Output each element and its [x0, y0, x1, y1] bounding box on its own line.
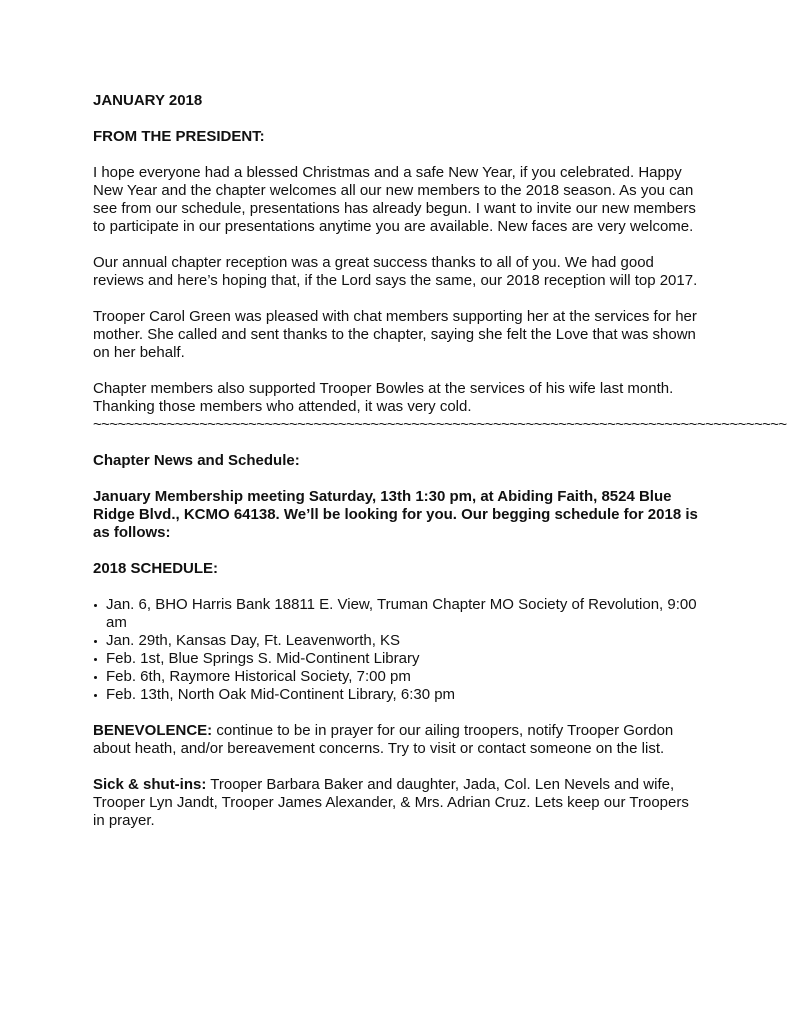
schedule-list	[93, 596, 703, 704]
president-paragraph: I hope everyone had a blessed Christmas and a safe New Year, if you celebrated. Happy New Year and the chapter welcomes all our new members to the 2018 season. As you can see from our schedule, presentations has already begun. I want to invite our new members to participate in our presentations anytime you are available. New faces are very welcome.	[93, 164, 696, 235]
news-heading: Chapter News and Schedule:	[93, 452, 300, 469]
benevolence-label: BENEVOLENCE:	[93, 722, 213, 739]
newsletter-content	[93, 92, 787, 830]
president-heading: FROM THE PRESIDENT:	[93, 128, 265, 145]
sick-text: Trooper Barbara Baker and daughter, Jada, Col. Len Nevels and wife, Trooper Lyn Jandt, Trooper James Alexander, & Mrs. Adrian Cruz. Lets keep our Troopers in prayer.	[93, 776, 689, 829]
schedule-heading: 2018 SCHEDULE:	[93, 560, 219, 577]
president-paragraph: Trooper Carol Green was pleased with chat members supporting her at the services for her mother. She called and sent thanks to the chapter, saying she felt the Love that was shown on her behalf.	[93, 308, 697, 361]
president-paragraph: Our annual chapter reception was a great success thanks to all of you. We had good reviews and here’s hoping that, if the Lord says the same, our 2018 reception will top 2017.	[93, 254, 698, 289]
schedule-item: Jan. 29th, Kansas Day, Ft. Leavenworth, KS	[93, 632, 703, 650]
schedule-item: Feb. 6th, Raymore Historical Society, 7:00 pm	[93, 668, 703, 686]
president-paragraph: Chapter members also supported Trooper Bowles at the services of his wife last month. Thanking those members who attended, it was very cold.	[93, 380, 674, 415]
meeting-announcement: January Membership meeting Saturday, 13th 1:30 pm, at Abiding Faith, 8524 Blue Ridge Blvd., KCMO 64138. We’ll be looking for you. Our begging schedule for 2018 is as follows:	[93, 488, 698, 541]
benevolence-text: continue to be in prayer for our ailing troopers, notify Trooper Gordon about heath, and/or bereavement concerns. Try to visit or contact someone on the list.	[93, 722, 674, 757]
benevolence-paragraph	[93, 722, 703, 758]
schedule-item: Feb. 13th, North Oak Mid-Continent Library, 6:30 pm	[93, 686, 703, 704]
sick-label: Sick & shut-ins:	[93, 776, 207, 793]
newsletter-title: JANUARY 2018	[93, 92, 203, 109]
sick-paragraph	[93, 776, 703, 830]
tilde-divider: ~~~~~~~~~~~~~~~~~~~~~~~~~~~~~~~~~~~~~~~~~~~~~~~~~~~~~~~~~~~~~~~~~~~~~~~~~~~~~~~~~~~~~	[93, 416, 787, 433]
schedule-item: Feb. 1st, Blue Springs S. Mid-Continent Library	[93, 650, 703, 668]
schedule-item: Jan. 6, BHO Harris Bank 18811 E. View, Truman Chapter MO Society of Revolution, 9:00 am	[93, 596, 703, 632]
